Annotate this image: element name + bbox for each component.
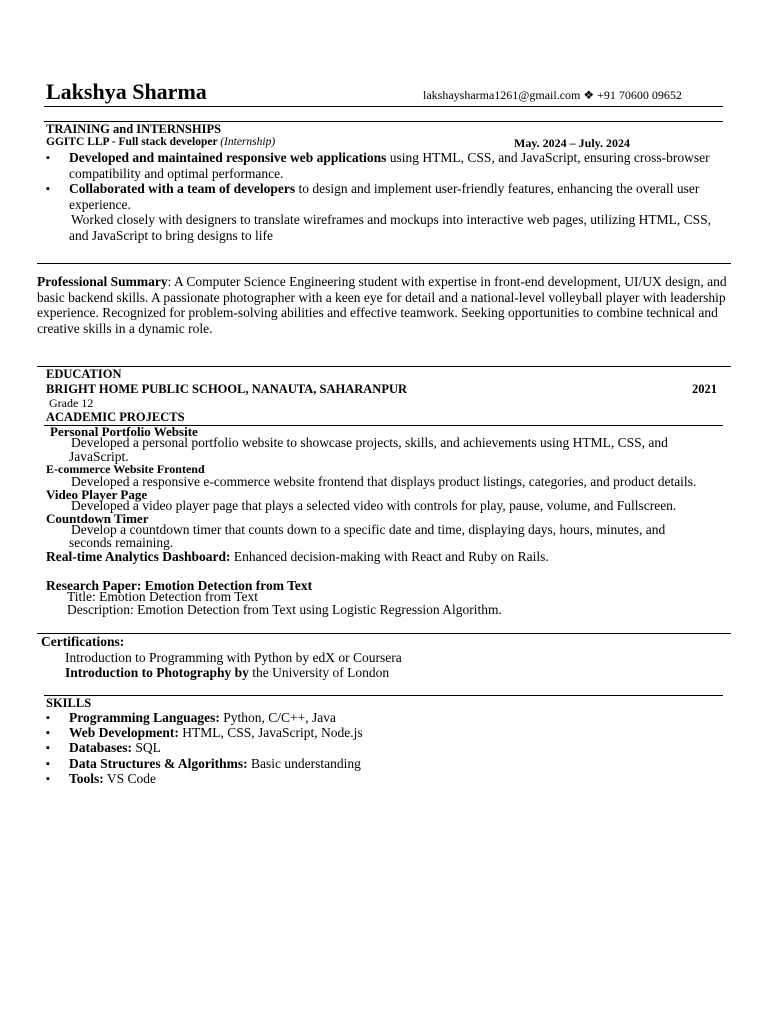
company-name: GGITC LLP - Full stack developer <box>46 136 218 148</box>
project-title: Countdown Timer <box>46 511 149 526</box>
internship-company <box>46 136 275 148</box>
summary-text: : A Computer Science Engineering student with expertise in front-end development, UI/UX design, and basic backend skills. A passionate photographer with a keen eye for detail and a national-level volleyball player with leadership experience. Recognized for problem-solving abilities and effective teamwork. Seeking opportunities to combine technical and creative skills in a dynamic role. <box>37 274 727 336</box>
training-extra: Worked closely with designers to translate wireframes and mockups into interactive web pages, utilizing HTML, CSS, and JavaScript to bring designs to life <box>69 212 712 243</box>
summary-label: Professional Summary <box>37 274 168 289</box>
projects-heading: ACADEMIC PROJECTS <box>46 410 185 424</box>
certifications-heading: Certifications: <box>41 634 125 649</box>
certifications-rule <box>37 633 731 634</box>
skill-label: Web Development: <box>69 725 179 740</box>
cert-2-text: the University of London <box>248 665 390 680</box>
skill-label: Tools: <box>69 771 104 786</box>
candidate-name: Lakshya Sharma <box>46 79 207 104</box>
research-title: Research Paper: Emotion Detection from Text <box>46 578 313 593</box>
project-title: E-commerce Website Frontend <box>46 462 205 476</box>
certification-item: Introduction to Programming with Python by edX or Coursera <box>65 650 402 665</box>
skill-item <box>69 771 156 787</box>
education-heading: EDUCATION <box>46 367 122 381</box>
summary-top-rule <box>37 263 731 264</box>
training-heading: TRAINING and INTERNSHIPS <box>46 122 222 136</box>
skill-label: Programming Languages: <box>69 710 220 725</box>
research-line-2: Description: Emotion Detection from Text using Logistic Regression Algorithm. <box>67 602 502 617</box>
skill-item <box>69 756 361 772</box>
bullet-icon: ▪ <box>46 152 50 164</box>
project-desc: Develop a countdown timer that counts down to a specific date and time, displaying days, hours, minutes, and seconds remaining. <box>69 522 666 550</box>
project-desc: Developed a responsive e-commerce website frontend that displays product listings, categories, and product details. <box>71 474 697 489</box>
skill-value: HTML, CSS, JavaScript, Node.js <box>178 725 363 740</box>
training-bullet-2 <box>69 181 719 212</box>
graduation-year: 2021 <box>692 382 717 396</box>
cert-2-bold: Introduction to Photography by <box>65 665 249 680</box>
education-top-rule <box>37 366 731 367</box>
school-name: BRIGHT HOME PUBLIC SCHOOL, NANAUTA, SAHARANPUR <box>46 382 408 396</box>
bullet-icon: ▪ <box>46 758 50 770</box>
dashboard-text: Enhanced decision-making with React and Ruby on Rails. <box>230 549 549 564</box>
bullet-icon: ▪ <box>46 183 50 195</box>
internship-dates: May. 2024 – July. 2024 <box>514 136 631 150</box>
bullet-icon: ▪ <box>46 773 50 785</box>
skill-value: SQL <box>132 740 161 755</box>
contact-info: lakshaysharma1261@gmail.com ❖ +91 70600 09652 <box>423 88 682 102</box>
project-desc: Developed a video player page that plays a selected video with controls for play, pause, volume, and Fullscreen. <box>71 498 677 513</box>
training-bullet-1 <box>69 150 719 181</box>
professional-summary <box>37 274 727 336</box>
project-title: Personal Portfolio Website <box>50 424 198 439</box>
skill-label: Data Structures & Algorithms: <box>69 756 248 771</box>
bullet-2-bold: Collaborated with a team of developers <box>69 181 296 196</box>
skills-rule <box>44 695 723 696</box>
header-divider <box>44 106 723 107</box>
skill-item <box>69 740 161 756</box>
bullet-icon: ▪ <box>46 712 50 724</box>
bullet-icon: ▪ <box>46 742 50 754</box>
research-line-1: Title: Emotion Detection from Text <box>67 589 259 604</box>
bullet-2-text: to design and implement user-friendly features, enhancing the overall user experience. <box>69 181 700 212</box>
internship-type: (Internship) <box>220 136 276 148</box>
bullet-1-text: using HTML, CSS, and JavaScript, ensuring cross-browser compatibility and optimal performance. <box>69 150 710 181</box>
bullet-icon: ▪ <box>46 727 50 739</box>
grade: Grade 12 <box>49 396 94 410</box>
bullet-1-bold: Developed and maintained responsive web applications <box>69 150 387 165</box>
skill-value: VS Code <box>103 771 157 786</box>
skill-label: Databases: <box>69 740 132 755</box>
project-title: Video Player Page <box>46 487 148 502</box>
skill-item <box>69 725 363 741</box>
project-desc: Developed a personal portfolio website to showcase projects, skills, and achievements using HTML, CSS, and JavaScript. <box>69 435 668 464</box>
skill-value: Basic understanding <box>247 756 361 771</box>
dashboard-title: Real-time Analytics Dashboard: <box>46 549 231 564</box>
dashboard-project <box>46 549 549 565</box>
skill-item <box>69 710 336 726</box>
certification-item <box>65 665 389 681</box>
skills-heading: SKILLS <box>46 696 92 710</box>
skill-value: Python, C/C++, Java <box>219 710 336 725</box>
